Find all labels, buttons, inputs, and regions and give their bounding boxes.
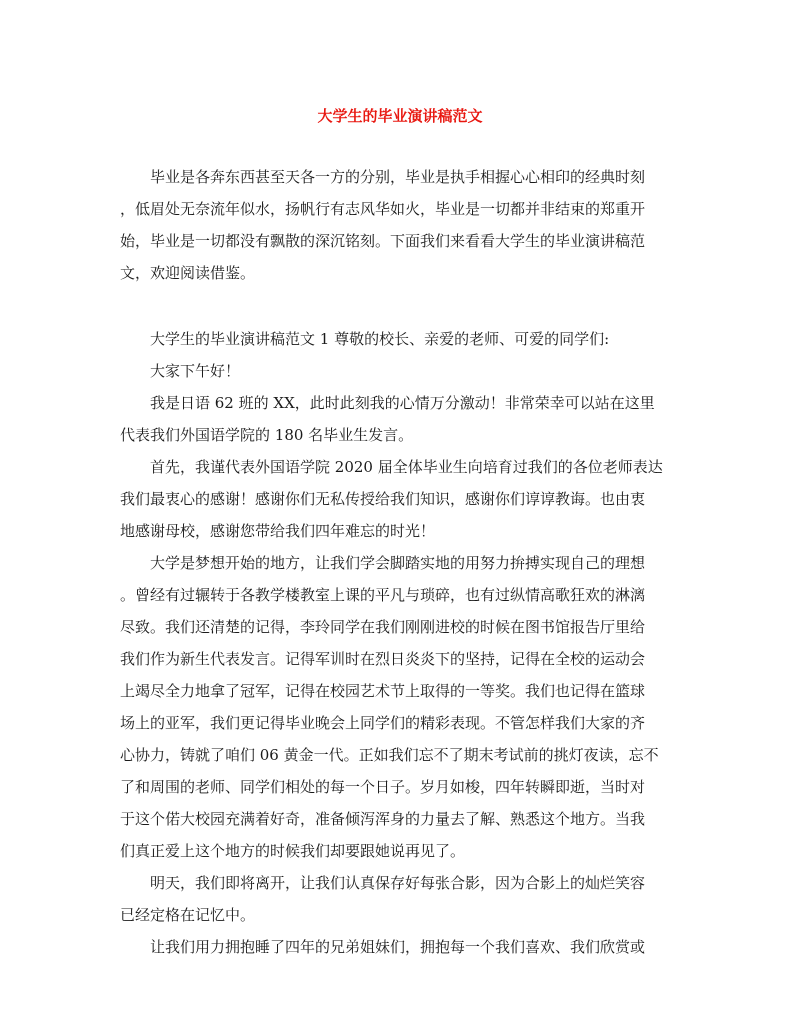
paragraph-line: 大学生的毕业演讲稿范文 1 尊敬的校长、亲爱的老师、可爱的同学们: (150, 330, 610, 348)
paragraph-line: 心协力，铸就了咱们 06 黄金一代。正如我们忘不了期末考试前的挑灯夜读，忘不 (120, 746, 659, 764)
paragraph-intro (120, 161, 680, 289)
paragraph-line: 尽致。我们还清楚的记得，李玲同学在我们刚刚进校的时候在图书馆报告厅里给 (120, 618, 646, 636)
paragraph-embrace (120, 931, 680, 963)
paragraph-speech-heading (120, 323, 680, 355)
paragraph-line: 毕业是各奔东西甚至天各一方的分别，毕业是执手相握心心相印的经典时刻 (150, 168, 646, 186)
document-body (120, 161, 680, 963)
paragraph-line: 上竭尽全力地拿了冠军，记得在校园艺术节上取得的一等奖。我们也记得在篮球 (120, 682, 646, 700)
paragraph-line: 我是日语 62 班的 XX，此时此刻我的心情万分激动！非常荣幸可以站在这里 (150, 394, 655, 412)
paragraph-line: 了和周围的老师、同学们相处的每一个日子。岁月如梭，四年转瞬即逝，当时对 (120, 778, 646, 796)
paragraph-line: 首先，我谨代表外国语学院 2020 届全体毕业生向培育过我们的各位老师表达 (150, 458, 663, 476)
paragraph-line: 明天，我们即将离开，让我们认真保存好每张合影，因为合影上的灿烂笑容 (150, 874, 646, 892)
paragraph-line: 我们作为新生代表发言。记得军训时在烈日炎炎下的坚持，记得在全校的运动会 (120, 650, 646, 668)
paragraph-line: 代表我们外国语学院的 180 名毕业生发言。 (120, 426, 414, 444)
paragraph-greeting (120, 355, 680, 387)
paragraph-line: 我们最衷心的感谢！感谢你们无私传授给我们知识，感谢你们谆谆教诲。也由衷 (120, 490, 646, 508)
paragraph-line: 们真正爱上这个地方的时候我们却要跟她说再见了。 (120, 842, 466, 860)
paragraph-line: 始，毕业是一切都没有飘散的深沉铭刻。下面我们来看看大学生的毕业演讲稿范 (120, 232, 646, 250)
document-title: 大学生的毕业演讲稿范文 (317, 107, 483, 125)
paragraph-line: 场上的亚军，我们更记得毕业晚会上同学们的精彩表现。不管怎样我们大家的齐 (120, 714, 646, 732)
paragraph-line: 于这个偌大校园充满着好奇，准备倾泻浑身的力量去了解、熟悉这个地方。当我 (120, 810, 646, 828)
paragraph-line: 让我们用力拥抱睡了四年的兄弟姐妹们，拥抱每一个我们喜欢、我们欣赏或 (150, 938, 646, 956)
paragraph-tomorrow (120, 867, 680, 931)
paragraph-memories (120, 547, 680, 867)
paragraph-line: ，低眉处无奈流年似水，扬帆行有志风华如火，毕业是一切都并非结束的郑重开 (120, 200, 646, 218)
paragraph-gap (120, 289, 680, 323)
paragraph-line: 地感谢母校，感谢您带给我们四年难忘的时光！ (120, 522, 436, 540)
paragraph-line: 已经定格在记忆中。 (120, 906, 256, 924)
paragraph-line: 文，欢迎阅读借鉴。 (120, 264, 256, 282)
paragraph-introduction-self (120, 387, 680, 451)
paragraph-thanks (120, 451, 680, 547)
paragraph-line: 大学是梦想开始的地方，让我们学会脚踏实地的用努力拚搏实现自己的理想 (150, 554, 646, 572)
paragraph-line: 。曾经有过辗转于各教学楼教室上课的平凡与琐碎，也有过纵情高歌狂欢的淋漓 (120, 586, 646, 604)
paragraph-line: 大家下午好！ (150, 362, 241, 380)
